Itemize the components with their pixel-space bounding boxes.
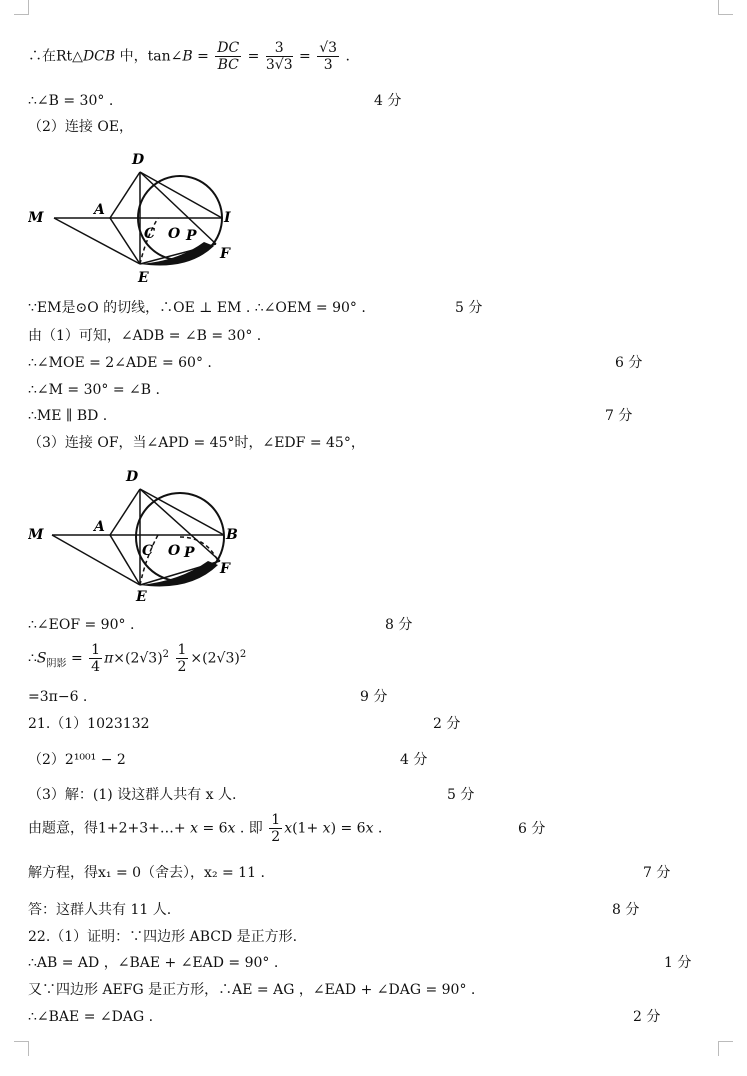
corner-mark-bottom-right bbox=[718, 1041, 733, 1056]
score-mark: 9 分 bbox=[360, 689, 388, 705]
solution-line: ∴∠B = 30° . bbox=[28, 93, 114, 109]
solution-line: ∴∠EOF = 90° . bbox=[28, 617, 135, 633]
score-mark: 5 分 bbox=[455, 300, 483, 316]
solution-line: 21.（1）1023132 bbox=[28, 716, 150, 732]
corner-mark-top-right bbox=[718, 0, 733, 15]
solution-line: （2）2¹⁰⁰¹ − 2 bbox=[28, 752, 126, 768]
solution-line: ∴∠BAE = ∠DAG . bbox=[28, 1009, 154, 1025]
label-D: D bbox=[126, 469, 139, 485]
score-mark: 2 分 bbox=[433, 716, 461, 732]
label-B: I bbox=[224, 210, 231, 226]
geometry-figure-2 bbox=[28, 465, 248, 605]
label-B: B bbox=[226, 527, 238, 543]
label-P: P bbox=[184, 545, 195, 561]
solution-line: 22.（1）证明：∵四边形 ABCD 是正方形. bbox=[28, 929, 298, 945]
score-mark: 6 分 bbox=[615, 355, 643, 371]
geometry-figure-1 bbox=[28, 146, 248, 286]
solution-line: ∴在Rt△DCB 中，tan∠B = $\frac{DC}{BC}$ = $\frac{3}{3√3}$ = $\frac{√3}{3}$ . bbox=[28, 40, 350, 73]
score-mark: 8 分 bbox=[385, 617, 413, 633]
label-D: D bbox=[132, 152, 145, 168]
score-mark: 8 分 bbox=[612, 902, 640, 918]
solution-line: ∴∠M = 30° = ∠B . bbox=[28, 382, 160, 398]
label-C: C bbox=[142, 543, 154, 559]
label-E: E bbox=[136, 589, 147, 605]
solution-line: ∴ME ∥ BD . bbox=[28, 408, 108, 424]
label-A: A bbox=[94, 202, 105, 218]
label-A: A bbox=[94, 519, 105, 535]
label-C: C bbox=[144, 226, 156, 242]
label-O: O bbox=[168, 543, 181, 559]
score-mark: 6 分 bbox=[518, 821, 546, 837]
solution-line: 又∵四边形 AEFG 是正方形，∴AE = AG ，∠EAD + ∠DAG = 90° . bbox=[28, 982, 476, 998]
solution-line: 由题意，得1+2+3+…+ x = 6x . 即 $\frac{1}{2}$ x(1+ x) = 6x . bbox=[28, 812, 383, 845]
solution-line: 解方程，得x₁ = 0（舍去），x₂ = 11 . bbox=[28, 865, 265, 881]
score-mark: 5 分 bbox=[447, 787, 475, 803]
score-mark: 7 分 bbox=[605, 408, 633, 424]
solution-line: ∴AB = AD ，∠BAE + ∠EAD = 90° . bbox=[28, 955, 279, 971]
label-M: M bbox=[28, 210, 44, 226]
label-F: F bbox=[220, 561, 230, 577]
score-mark: 2 分 bbox=[633, 1009, 661, 1025]
score-mark: 7 分 bbox=[643, 865, 671, 881]
solution-line: ∴∠MOE = 2∠ADE = 60° . bbox=[28, 355, 212, 371]
solution-line: 答：这群人共有 11 人. bbox=[28, 902, 172, 918]
score-mark: 4 分 bbox=[400, 752, 428, 768]
corner-mark-bottom-left bbox=[14, 1041, 29, 1056]
solution-line: （3）连接 OF，当∠APD = 45°时，∠EDF = 45°， bbox=[28, 435, 365, 451]
solution-line: =3π−6 . bbox=[28, 689, 88, 705]
solution-line: ∵EM是⊙O 的切线，∴OE ⊥ EM . ∴∠OEM = 90° . bbox=[28, 300, 366, 316]
label-O: O bbox=[168, 226, 181, 242]
label-F: F bbox=[220, 246, 230, 262]
label-E: E bbox=[138, 270, 149, 286]
solution-line: （2）连接 OE， bbox=[28, 119, 134, 135]
solution-line: 由（1）可知，∠ADB = ∠B = 30° . bbox=[28, 328, 262, 344]
score-mark: 4 分 bbox=[374, 93, 402, 109]
label-P: P bbox=[186, 228, 197, 244]
score-mark: 1 分 bbox=[664, 955, 692, 971]
label-M: M bbox=[28, 527, 44, 543]
solution-line: （3）解：(1) 设这群人共有 x 人. bbox=[28, 787, 237, 803]
corner-mark-top-left bbox=[14, 0, 29, 15]
solution-line: $\therefore S_{阴影}$ = $\frac{1}{4}$ $\pi\times(2√3)^2$ $\frac{1}{2}$ $\times(2√3)^2$ bbox=[28, 642, 247, 675]
